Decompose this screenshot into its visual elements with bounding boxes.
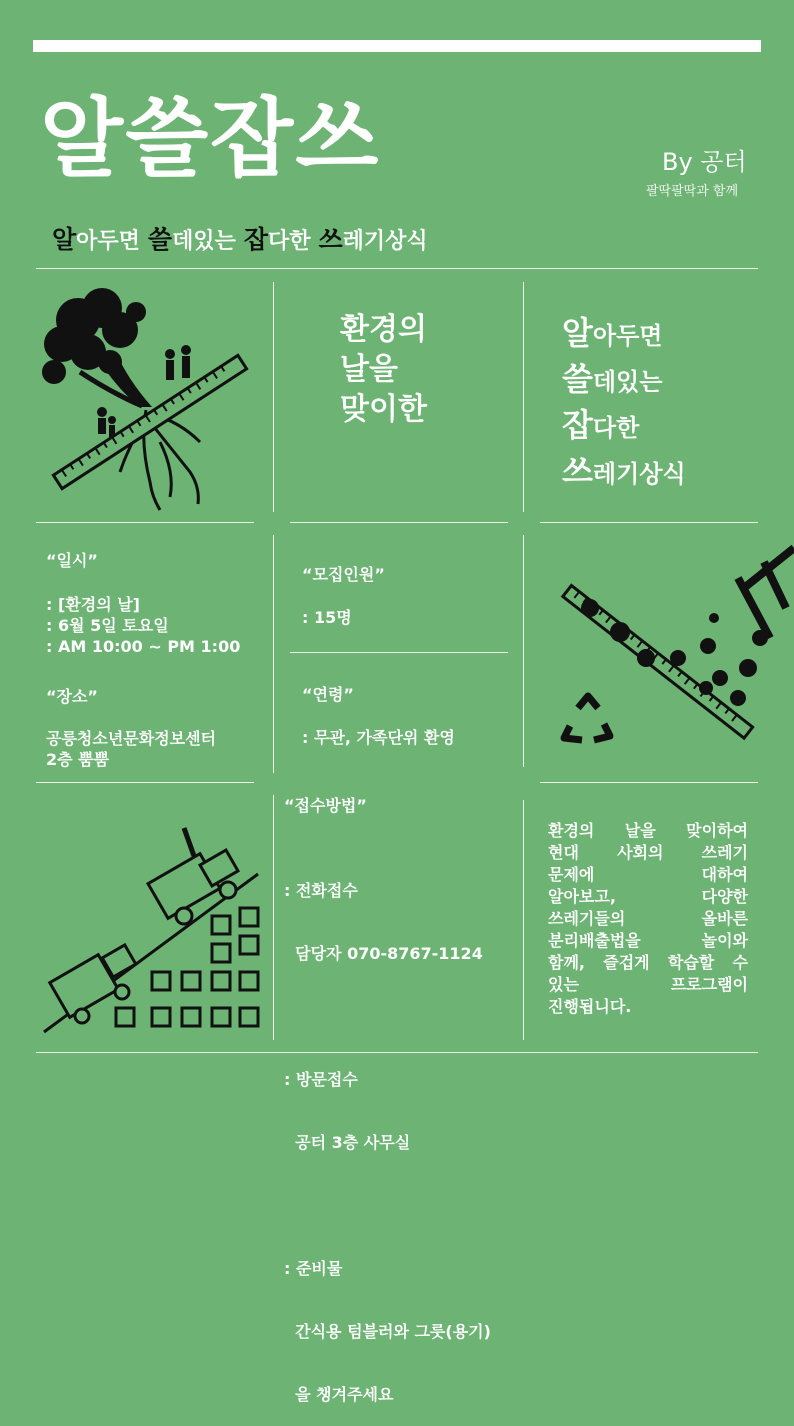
subtitle-tail-3: 다한 bbox=[268, 229, 311, 254]
divider-row2-c bbox=[540, 522, 758, 523]
subtitle-head-4: 쓰 bbox=[318, 225, 343, 254]
place-label: “장소” bbox=[46, 687, 98, 706]
date-line: : 6월 5일 토요일 bbox=[46, 616, 169, 635]
acronym-tail-3: 다한 bbox=[592, 414, 640, 442]
divider-v5 bbox=[273, 795, 274, 1040]
subtitle-head-3: 잡 bbox=[243, 225, 268, 254]
apply-details bbox=[284, 838, 491, 1426]
divider-row3-a bbox=[36, 782, 254, 783]
partner: 팔딱팔딱과 함께 bbox=[646, 184, 739, 199]
top-bar bbox=[33, 40, 761, 52]
acronym-head-1: 알 bbox=[562, 314, 593, 352]
notice-line: 분리배출법을 놀이와 bbox=[548, 931, 748, 950]
subtitle-head-2: 쓸 bbox=[147, 225, 173, 254]
subtitle-head-1: 알 bbox=[52, 225, 77, 254]
date-details bbox=[46, 594, 240, 657]
notice-line: 현대 사회의 쓰레기 bbox=[548, 843, 748, 862]
place-details bbox=[46, 728, 216, 770]
age-label: “연령” bbox=[302, 685, 354, 704]
apply-line bbox=[284, 1195, 491, 1216]
apply-line: 간식용 텀블러와 그릇(용기) bbox=[284, 1322, 491, 1341]
divider-header bbox=[36, 268, 758, 269]
garbage-truck-illustration bbox=[44, 826, 266, 1040]
date-label: “일시” bbox=[46, 551, 98, 570]
apply-line: 담당자 070-8767-1124 bbox=[284, 944, 483, 963]
capacity-value: : 15명 bbox=[302, 608, 352, 627]
apply-label: “접수방법” bbox=[284, 796, 367, 815]
place-line: 2층 뿜뿜 bbox=[46, 750, 110, 769]
apply-line: 공터 3층 사무실 bbox=[284, 1133, 411, 1152]
divider-v2 bbox=[523, 282, 524, 512]
divider-row2-b bbox=[290, 522, 508, 523]
ruler-trash-illustration bbox=[548, 548, 794, 760]
notice-line: 진행됩니다. bbox=[548, 997, 632, 1016]
divider-mid bbox=[290, 652, 508, 653]
divider-v6 bbox=[523, 800, 524, 1040]
env-line-3: 맞이한 bbox=[340, 392, 427, 427]
place-line: 공릉청소년문화정보센터 bbox=[46, 729, 217, 748]
acronym-tail-2: 데있는 bbox=[592, 368, 663, 396]
recycle-icon bbox=[564, 696, 610, 740]
age-value: : 무관, 가족단위 환영 bbox=[302, 728, 455, 747]
acronym-tail-1: 아두면 bbox=[592, 322, 663, 350]
divider-row2-a bbox=[36, 522, 254, 523]
tree-people-illustration bbox=[40, 282, 250, 512]
notice-line: 쓰레기들의 올바른 bbox=[548, 909, 748, 928]
date-line: : [환경의 날] bbox=[46, 595, 140, 614]
acronym-head-4: 쓰 bbox=[562, 452, 593, 490]
acronym-heading bbox=[562, 308, 686, 492]
acronym-head-2: 쓸 bbox=[562, 360, 593, 398]
notice-line: 함께, 즐겁게 학습할 수 bbox=[548, 953, 748, 972]
environment-day-heading bbox=[340, 310, 427, 430]
env-line-2: 날을 bbox=[340, 352, 398, 387]
apply-line: : 전화접수 bbox=[284, 881, 358, 900]
notice-line: 알아보고, 다양한 bbox=[548, 887, 748, 906]
program-description bbox=[548, 820, 748, 1018]
subtitle-tail-2: 데있는 bbox=[172, 229, 236, 254]
apply-line: : 방문접수 bbox=[284, 1070, 358, 1089]
date-line: : AM 10:00 ~ PM 1:00 bbox=[46, 637, 241, 656]
subtitle-tail-4: 레기상식 bbox=[342, 229, 428, 254]
env-line-1: 환경의 bbox=[340, 312, 427, 347]
notice-line: 있는 프로그램이 bbox=[548, 975, 748, 994]
acronym-head-3: 잡 bbox=[562, 406, 593, 444]
organizer: By 공터 bbox=[662, 148, 747, 176]
notice-line: 문제에 대하여 bbox=[548, 865, 748, 884]
divider-v1 bbox=[273, 282, 274, 512]
apply-line: : 준비물 bbox=[284, 1259, 343, 1278]
capacity-label: “모집인원” bbox=[302, 565, 385, 584]
apply-line bbox=[284, 1006, 491, 1027]
divider-v3 bbox=[273, 535, 274, 773]
poster-subtitle bbox=[52, 220, 428, 256]
divider-row3-c bbox=[540, 782, 758, 783]
subtitle-tail-1: 아두면 bbox=[76, 229, 140, 254]
apply-line: 을 챙겨주세요 bbox=[284, 1385, 394, 1404]
notice-line: 환경의 날을 맞이하여 bbox=[548, 821, 748, 840]
divider-v4 bbox=[523, 535, 524, 767]
acronym-tail-4: 레기상식 bbox=[592, 460, 686, 488]
poster-title: 알쓸잡쓰 bbox=[40, 88, 381, 189]
